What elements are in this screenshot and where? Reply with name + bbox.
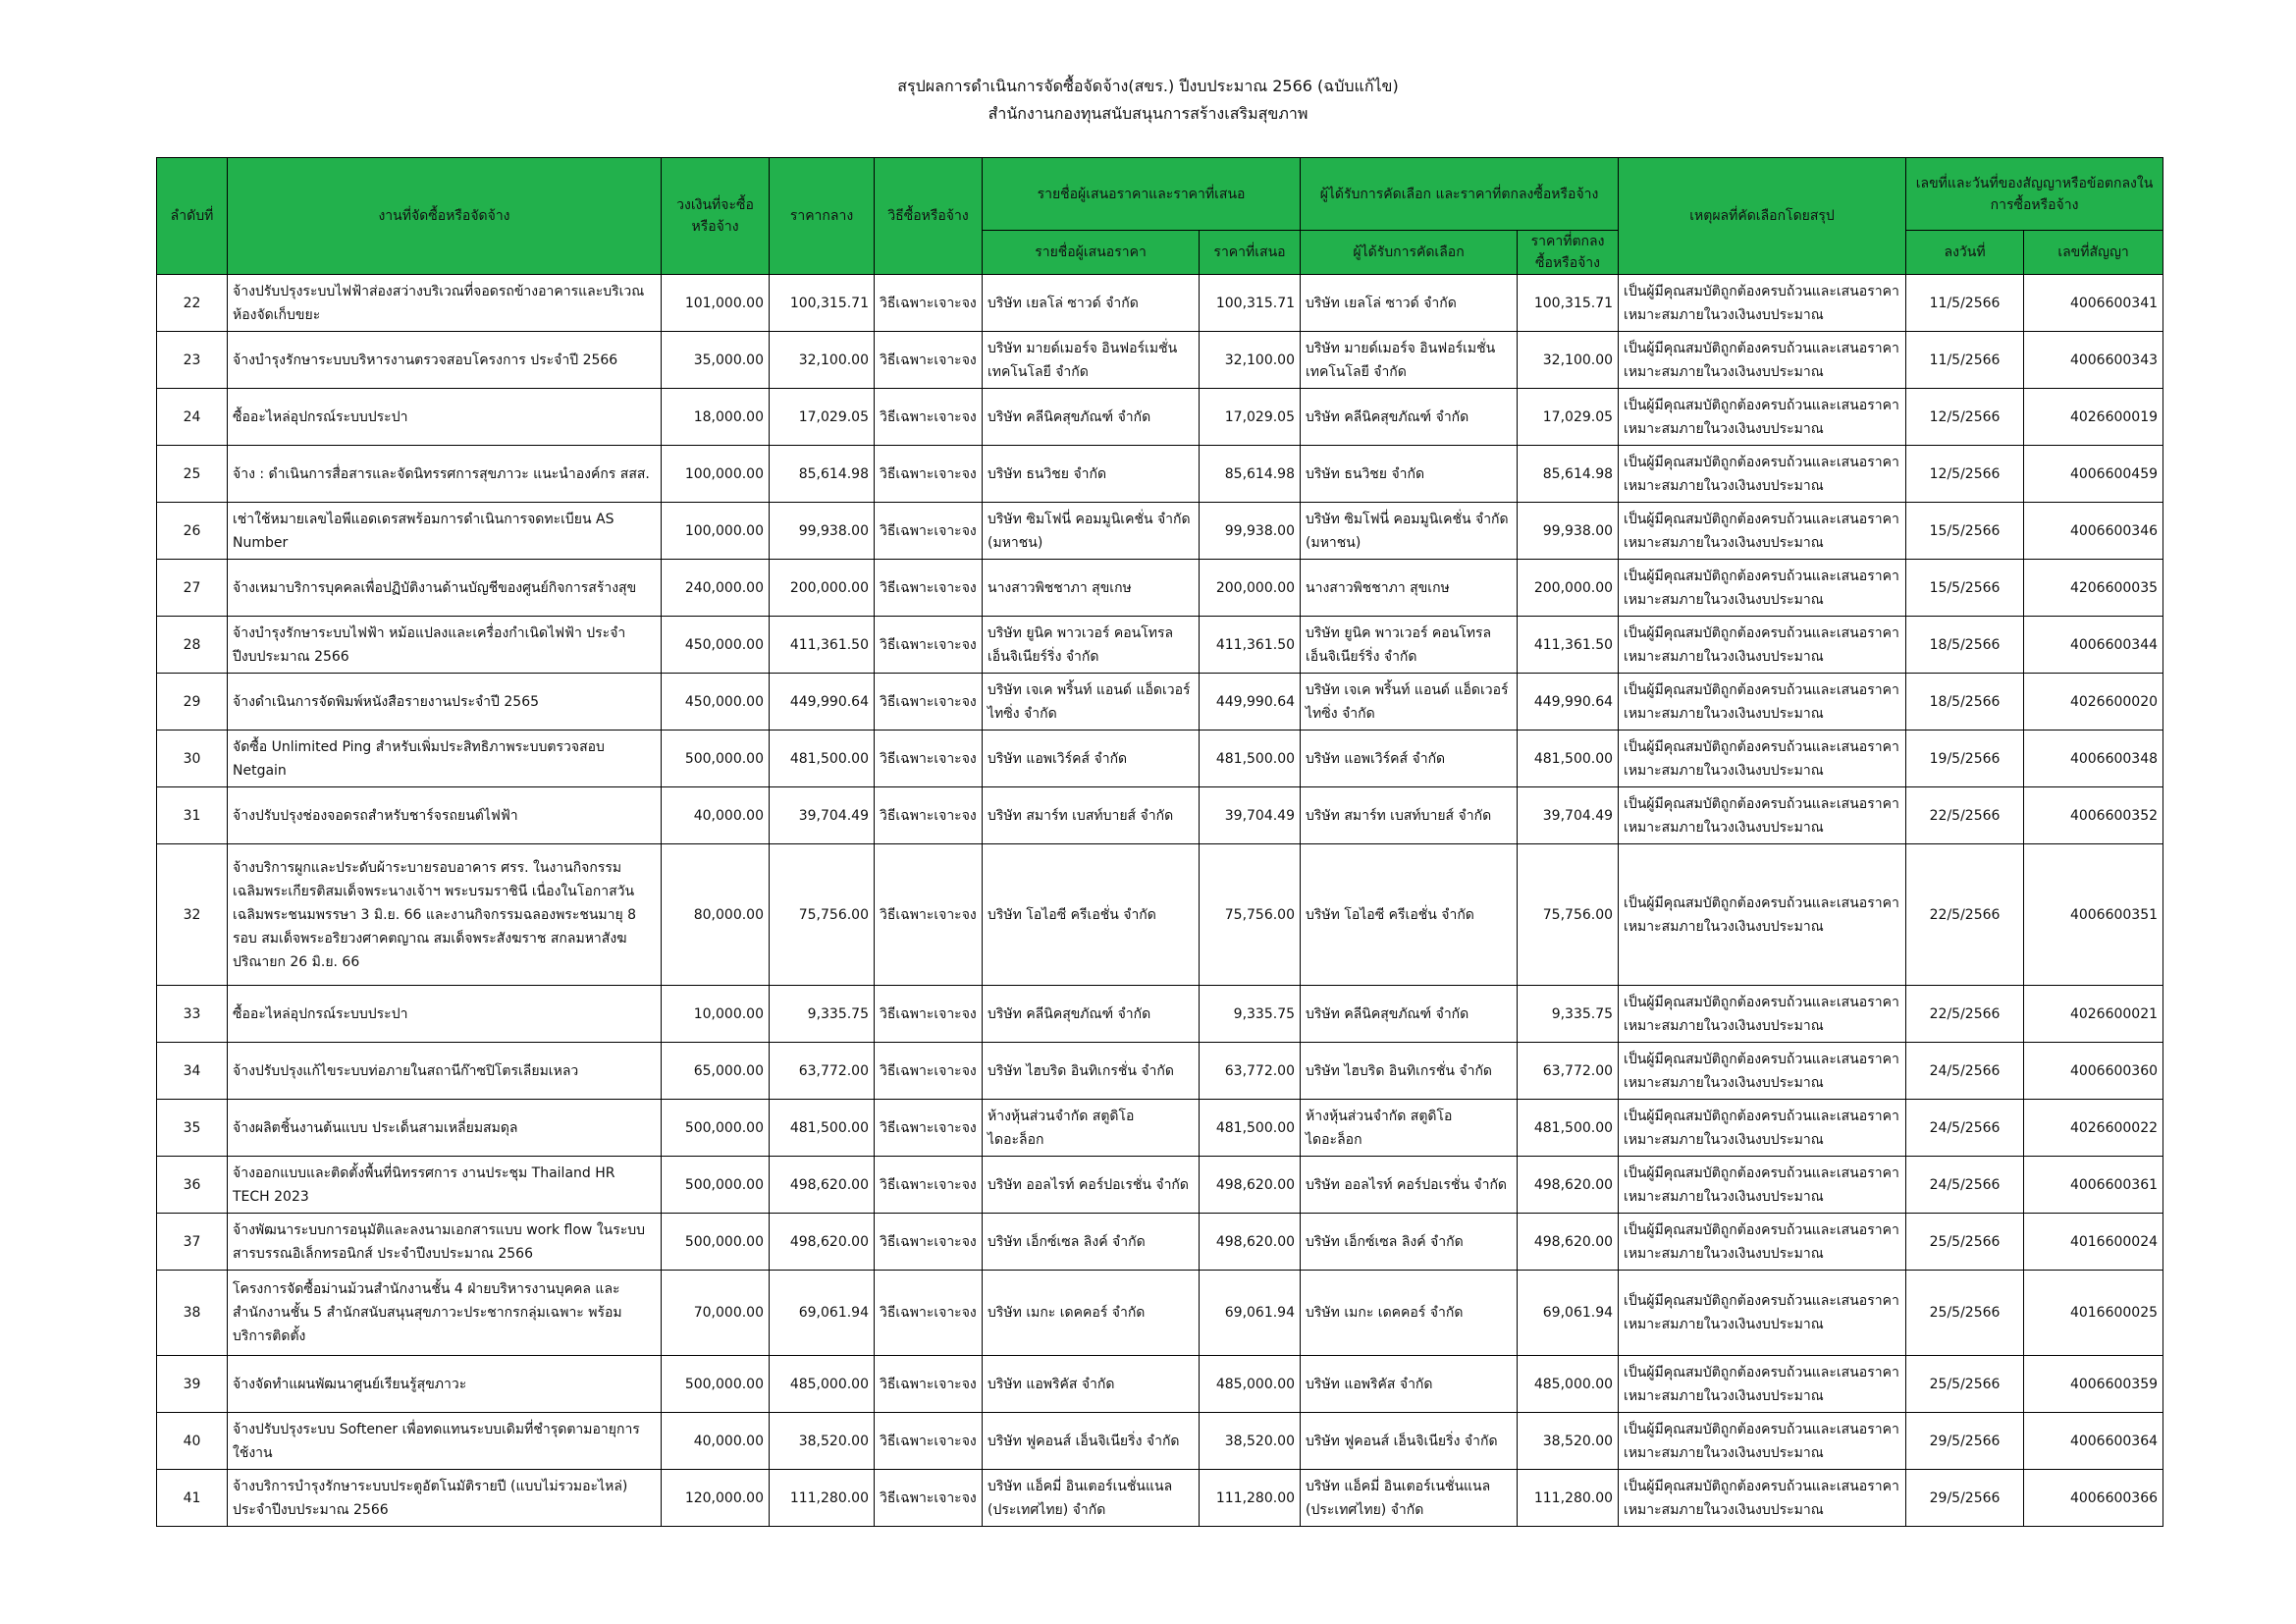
header-winner: ผู้ได้รับการคัดเลือก: [1301, 231, 1518, 275]
cell-bidder: บริษัท แอพเวิร์คส์ จำกัด: [983, 731, 1200, 787]
cell-no: 28: [157, 617, 228, 674]
cell-no: 41: [157, 1470, 228, 1527]
cell-item: จ้างปรับปรุงระบบ Softener เพื่อทดแทนระบบเดิมที่ชำรุดตามอายุการใช้งาน: [228, 1413, 662, 1470]
cell-winner: บริษัท เอ็กซ์เซล ลิงค์ จำกัด: [1301, 1214, 1518, 1271]
cell-agreed-price: 485,000.00: [1518, 1356, 1619, 1413]
header-median-price: ราคากลาง: [770, 158, 875, 275]
cell-no: 36: [157, 1157, 228, 1214]
cell-budget: 40,000.00: [662, 787, 770, 844]
header-bid-price: ราคาที่เสนอ: [1200, 231, 1301, 275]
cell-item: จ้างบริการผูกและประดับผ้าระบายรอบอาคาร ศรร. ในงานกิจกรรมเฉลิมพระเกียรติสมเด็จพระนางเจ้าฯ พระบรมราชินี เนื่องในโอกาสวันเฉลิมพระชนมพรรษา 3 มิ.ย. 66 และงานกิจกรรมฉลองพระชนมายุ 8 รอบ สมเด็จพระอริยวงศาคตญาณ สมเด็จพระสังฆราช สกลมหาสังฆปริณายก 26 มิ.ย. 66: [228, 844, 662, 986]
cell-reason: เป็นผู้มีคุณสมบัติถูกต้องครบถ้วนและเสนอราคาเหมาะสมภายในวงเงินงบประมาณ: [1619, 674, 1906, 731]
cell-bidder: บริษัท ธนวิชย จำกัด: [983, 446, 1200, 503]
cell-contract-no: 4206600035: [2024, 560, 2163, 617]
header-contract-no: เลขที่สัญญา: [2024, 231, 2163, 275]
cell-bidder: บริษัท ซิมโฟนี่ คอมมูนิเคชั่น จำกัด (มหาชน): [983, 503, 1200, 560]
cell-budget: 65,000.00: [662, 1043, 770, 1100]
header-reason: เหตุผลที่คัดเลือกโดยสรุป: [1619, 158, 1906, 275]
cell-budget: 500,000.00: [662, 1356, 770, 1413]
cell-bid-price: 85,614.98: [1200, 446, 1301, 503]
cell-contract-no: 4026600020: [2024, 674, 2163, 731]
table-row: [157, 674, 2163, 731]
cell-date: 11/5/2566: [1906, 332, 2024, 389]
cell-method: วิธีเฉพาะเจาะจง: [875, 731, 983, 787]
cell-median-price: 100,315.71: [770, 275, 875, 332]
table-row: [157, 1214, 2163, 1271]
cell-item: โครงการจัดซื้อม่านม้วนสำนักงานชั้น 4 ฝ่ายบริหารงานบุคคล และสำนักงานชั้น 5 สำนักสนับสนุนสุขภาวะประชากรกลุ่มเฉพาะ พร้อมบริการติดตั้ง: [228, 1271, 662, 1356]
cell-item: จ้างจัดทำแผนพัฒนาศูนย์เรียนรู้สุขภาวะ: [228, 1356, 662, 1413]
cell-reason: เป็นผู้มีคุณสมบัติถูกต้องครบถ้วนและเสนอราคาเหมาะสมภายในวงเงินงบประมาณ: [1619, 332, 1906, 389]
cell-budget: 100,000.00: [662, 503, 770, 560]
cell-item: ซื้ออะไหล่อุปกรณ์ระบบประปา: [228, 389, 662, 446]
cell-contract-no: 4006600343: [2024, 332, 2163, 389]
cell-budget: 500,000.00: [662, 1100, 770, 1157]
cell-reason: เป็นผู้มีคุณสมบัติถูกต้องครบถ้วนและเสนอราคาเหมาะสมภายในวงเงินงบประมาณ: [1619, 1356, 1906, 1413]
cell-winner: บริษัท เยลโล่ ซาวด์ จำกัด: [1301, 275, 1518, 332]
cell-contract-no: 4006600341: [2024, 275, 2163, 332]
cell-median-price: 63,772.00: [770, 1043, 875, 1100]
cell-item: จ้างปรับปรุงช่องจอดรถสำหรับชาร์จรถยนต์ไฟฟ้า: [228, 787, 662, 844]
cell-bidder: บริษัท คลีนิคสุขภัณฑ์ จำกัด: [983, 389, 1200, 446]
cell-bidder: บริษัท ออลไรท์ คอร์ปอเรชั่น จำกัด: [983, 1157, 1200, 1214]
cell-median-price: 111,280.00: [770, 1470, 875, 1527]
cell-date: 24/5/2566: [1906, 1157, 2024, 1214]
cell-median-price: 411,361.50: [770, 617, 875, 674]
cell-bidder: บริษัท โอไอซี ครีเอชั่น จำกัด: [983, 844, 1200, 986]
cell-date: 22/5/2566: [1906, 787, 2024, 844]
cell-budget: 40,000.00: [662, 1413, 770, 1470]
cell-reason: เป็นผู้มีคุณสมบัติถูกต้องครบถ้วนและเสนอราคาเหมาะสมภายในวงเงินงบประมาณ: [1619, 503, 1906, 560]
cell-bid-price: 63,772.00: [1200, 1043, 1301, 1100]
cell-bid-price: 485,000.00: [1200, 1356, 1301, 1413]
header-contract-group: เลขที่และวันที่ของสัญญาหรือข้อตกลงในการซื้อหรือจ้าง: [1906, 158, 2163, 231]
cell-reason: เป็นผู้มีคุณสมบัติถูกต้องครบถ้วนและเสนอราคาเหมาะสมภายในวงเงินงบประมาณ: [1619, 446, 1906, 503]
cell-no: 39: [157, 1356, 228, 1413]
cell-reason: เป็นผู้มีคุณสมบัติถูกต้องครบถ้วนและเสนอราคาเหมาะสมภายในวงเงินงบประมาณ: [1619, 844, 1906, 986]
cell-date: 18/5/2566: [1906, 617, 2024, 674]
document-title: สรุปผลการดำเนินการจัดซื้อจัดจ้าง(สขร.) ปีงบประมาณ 2566 (ฉบับแก้ไข): [897, 77, 1399, 95]
cell-bidder: บริษัท มายด์เมอร์จ อินฟอร์เมชั่น เทคโนโลยี จำกัด: [983, 332, 1200, 389]
cell-contract-no: 4006600344: [2024, 617, 2163, 674]
cell-median-price: 32,100.00: [770, 332, 875, 389]
cell-item: เช่าใช้หมายเลขไอพีแอดเดรสพร้อมการดำเนินการจดทะเบียน AS Number: [228, 503, 662, 560]
table-row: [157, 389, 2163, 446]
cell-item: จ้างพัฒนาระบบการอนุมัติและลงนามเอกสารแบบ work flow ในระบบสารบรรณอิเล็กทรอนิกส์ ประจำปีงบประมาณ 2566: [228, 1214, 662, 1271]
header-agreed-price: ราคาที่ตกลงซื้อหรือจ้าง: [1518, 231, 1619, 275]
table-row: [157, 1043, 2163, 1100]
cell-contract-no: 4016600024: [2024, 1214, 2163, 1271]
cell-median-price: 498,620.00: [770, 1214, 875, 1271]
cell-budget: 500,000.00: [662, 1214, 770, 1271]
cell-method: วิธีเฉพาะเจาะจง: [875, 617, 983, 674]
cell-contract-no: 4006600364: [2024, 1413, 2163, 1470]
cell-winner: บริษัท คลีนิคสุขภัณฑ์ จำกัด: [1301, 986, 1518, 1043]
header-method: วิธีซื้อหรือจ้าง: [875, 158, 983, 275]
cell-reason: เป็นผู้มีคุณสมบัติถูกต้องครบถ้วนและเสนอราคาเหมาะสมภายในวงเงินงบประมาณ: [1619, 389, 1906, 446]
cell-agreed-price: 100,315.71: [1518, 275, 1619, 332]
cell-bidder: บริษัท ยูนิค พาวเวอร์ คอนโทรล เอ็นจิเนียร์ริ่ง จำกัด: [983, 617, 1200, 674]
cell-no: 32: [157, 844, 228, 986]
cell-reason: เป็นผู้มีคุณสมบัติถูกต้องครบถ้วนและเสนอราคาเหมาะสมภายในวงเงินงบประมาณ: [1619, 1214, 1906, 1271]
cell-reason: เป็นผู้มีคุณสมบัติถูกต้องครบถ้วนและเสนอราคาเหมาะสมภายในวงเงินงบประมาณ: [1619, 1470, 1906, 1527]
cell-agreed-price: 9,335.75: [1518, 986, 1619, 1043]
cell-contract-no: 4026600022: [2024, 1100, 2163, 1157]
cell-contract-no: 4006600360: [2024, 1043, 2163, 1100]
header-no: ลำดับที่: [157, 158, 228, 275]
cell-reason: เป็นผู้มีคุณสมบัติถูกต้องครบถ้วนและเสนอราคาเหมาะสมภายในวงเงินงบประมาณ: [1619, 617, 1906, 674]
table-row: [157, 1100, 2163, 1157]
cell-date: 25/5/2566: [1906, 1356, 2024, 1413]
cell-no: 34: [157, 1043, 228, 1100]
cell-date: 22/5/2566: [1906, 844, 2024, 986]
cell-median-price: 99,938.00: [770, 503, 875, 560]
table-row: [157, 1157, 2163, 1214]
cell-bid-price: 17,029.05: [1200, 389, 1301, 446]
table-row: [157, 560, 2163, 617]
cell-no: 33: [157, 986, 228, 1043]
cell-contract-no: 4006600359: [2024, 1356, 2163, 1413]
cell-date: 22/5/2566: [1906, 986, 2024, 1043]
cell-contract-no: 4006600346: [2024, 503, 2163, 560]
cell-method: วิธีเฉพาะเจาะจง: [875, 1214, 983, 1271]
table-row: [157, 503, 2163, 560]
header-bidders-group: รายชื่อผู้เสนอราคาและราคาที่เสนอ: [983, 158, 1301, 231]
table-row: [157, 731, 2163, 787]
cell-no: 29: [157, 674, 228, 731]
cell-method: วิธีเฉพาะเจาะจง: [875, 1043, 983, 1100]
cell-reason: เป็นผู้มีคุณสมบัติถูกต้องครบถ้วนและเสนอราคาเหมาะสมภายในวงเงินงบประมาณ: [1619, 731, 1906, 787]
table-row: [157, 986, 2163, 1043]
cell-no: 30: [157, 731, 228, 787]
header-item: งานที่จัดซื้อหรือจัดจ้าง: [228, 158, 662, 275]
cell-date: 29/5/2566: [1906, 1413, 2024, 1470]
cell-bidder: บริษัท เจเค พริ้นท์ แอนด์ แอ็ดเวอร์ไทซิ่ง จำกัด: [983, 674, 1200, 731]
cell-agreed-price: 38,520.00: [1518, 1413, 1619, 1470]
cell-budget: 35,000.00: [662, 332, 770, 389]
cell-budget: 100,000.00: [662, 446, 770, 503]
cell-median-price: 485,000.00: [770, 1356, 875, 1413]
cell-item: จ้างออกแบบและติดตั้งพื้นที่นิทรรศการ งานประชุม Thailand HR TECH 2023: [228, 1157, 662, 1214]
cell-reason: เป็นผู้มีคุณสมบัติถูกต้องครบถ้วนและเสนอราคาเหมาะสมภายในวงเงินงบประมาณ: [1619, 1413, 1906, 1470]
cell-item: จ้างบริการบำรุงรักษาระบบประตูอัตโนมัติรายปี (แบบไม่รวมอะไหล่) ประจำปีงบประมาณ 2566: [228, 1470, 662, 1527]
cell-winner: บริษัท ฟูคอนส์ เอ็นจิเนียริ่ง จำกัด: [1301, 1413, 1518, 1470]
cell-method: วิธีเฉพาะเจาะจง: [875, 389, 983, 446]
cell-median-price: 69,061.94: [770, 1271, 875, 1356]
cell-budget: 101,000.00: [662, 275, 770, 332]
cell-reason: เป็นผู้มีคุณสมบัติถูกต้องครบถ้วนและเสนอราคาเหมาะสมภายในวงเงินงบประมาณ: [1619, 275, 1906, 332]
cell-item: จ้างดำเนินการจัดพิมพ์หนังสือรายงานประจำปี 2565: [228, 674, 662, 731]
cell-item: จ้างบำรุงรักษาระบบไฟฟ้า หม้อแปลงและเครื่องกำเนิดไฟฟ้า ประจำปีงบประมาณ 2566: [228, 617, 662, 674]
table-row: [157, 1356, 2163, 1413]
cell-bid-price: 411,361.50: [1200, 617, 1301, 674]
cell-winner: บริษัท สมาร์ท เบสท์บายส์ จำกัด: [1301, 787, 1518, 844]
cell-budget: 70,000.00: [662, 1271, 770, 1356]
cell-bid-price: 39,704.49: [1200, 787, 1301, 844]
cell-winner: บริษัท โอไอซี ครีเอชั่น จำกัด: [1301, 844, 1518, 986]
cell-item: จ้างปรับปรุงระบบไฟฟ้าส่องสว่างบริเวณที่จอดรถข้างอาคารและบริเวณห้องจัดเก็บขยะ: [228, 275, 662, 332]
cell-date: 18/5/2566: [1906, 674, 2024, 731]
cell-agreed-price: 481,500.00: [1518, 731, 1619, 787]
cell-bid-price: 200,000.00: [1200, 560, 1301, 617]
cell-winner: บริษัท แอพเวิร์คส์ จำกัด: [1301, 731, 1518, 787]
cell-reason: เป็นผู้มีคุณสมบัติถูกต้องครบถ้วนและเสนอราคาเหมาะสมภายในวงเงินงบประมาณ: [1619, 1157, 1906, 1214]
cell-bidder: บริษัท แอ็คมี่ อินเตอร์เนชั่นแนล (ประเทศไทย) จำกัด: [983, 1470, 1200, 1527]
cell-bid-price: 498,620.00: [1200, 1214, 1301, 1271]
cell-method: วิธีเฉพาะเจาะจง: [875, 1157, 983, 1214]
cell-agreed-price: 498,620.00: [1518, 1157, 1619, 1214]
cell-bid-price: 100,315.71: [1200, 275, 1301, 332]
cell-agreed-price: 39,704.49: [1518, 787, 1619, 844]
cell-method: วิธีเฉพาะเจาะจง: [875, 986, 983, 1043]
cell-method: วิธีเฉพาะเจาะจง: [875, 503, 983, 560]
table-row: [157, 787, 2163, 844]
cell-item: จัดซื้อ Unlimited Ping สำหรับเพิ่มประสิทธิภาพระบบตรวจสอบ Netgain: [228, 731, 662, 787]
cell-agreed-price: 449,990.64: [1518, 674, 1619, 731]
cell-contract-no: 4006600459: [2024, 446, 2163, 503]
cell-median-price: 75,756.00: [770, 844, 875, 986]
cell-method: วิธีเฉพาะเจาะจง: [875, 844, 983, 986]
cell-item: จ้างปรับปรุงแก้ไขระบบท่อภายในสถานีก๊าซปิโตรเลียมเหลว: [228, 1043, 662, 1100]
cell-method: วิธีเฉพาะเจาะจง: [875, 1271, 983, 1356]
cell-method: วิธีเฉพาะเจาะจง: [875, 560, 983, 617]
cell-date: 24/5/2566: [1906, 1100, 2024, 1157]
cell-no: 27: [157, 560, 228, 617]
cell-budget: 120,000.00: [662, 1470, 770, 1527]
table-row: [157, 275, 2163, 332]
cell-reason: เป็นผู้มีคุณสมบัติถูกต้องครบถ้วนและเสนอราคาเหมาะสมภายในวงเงินงบประมาณ: [1619, 1100, 1906, 1157]
cell-method: วิธีเฉพาะเจาะจง: [875, 1356, 983, 1413]
cell-median-price: 481,500.00: [770, 1100, 875, 1157]
header-winner-group: ผู้ได้รับการคัดเลือก และราคาที่ตกลงซื้อหรือจ้าง: [1301, 158, 1619, 231]
cell-no: 40: [157, 1413, 228, 1470]
cell-median-price: 38,520.00: [770, 1413, 875, 1470]
cell-bidder: บริษัท ฟูคอนส์ เอ็นจิเนียริ่ง จำกัด: [983, 1413, 1200, 1470]
cell-reason: เป็นผู้มีคุณสมบัติถูกต้องครบถ้วนและเสนอราคาเหมาะสมภายในวงเงินงบประมาณ: [1619, 1043, 1906, 1100]
cell-agreed-price: 498,620.00: [1518, 1214, 1619, 1271]
cell-winner: นางสาวพิชชาภา สุขเกษ: [1301, 560, 1518, 617]
cell-winner: บริษัท มายด์เมอร์จ อินฟอร์เมชั่น เทคโนโลยี จำกัด: [1301, 332, 1518, 389]
header-date: ลงวันที่: [1906, 231, 2024, 275]
cell-reason: เป็นผู้มีคุณสมบัติถูกต้องครบถ้วนและเสนอราคาเหมาะสมภายในวงเงินงบประมาณ: [1619, 986, 1906, 1043]
cell-contract-no: 4006600348: [2024, 731, 2163, 787]
cell-bid-price: 498,620.00: [1200, 1157, 1301, 1214]
cell-bidder: บริษัท คลีนิคสุขภัณฑ์ จำกัด: [983, 986, 1200, 1043]
cell-median-price: 481,500.00: [770, 731, 875, 787]
cell-item: จ้างผลิตชิ้นงานต้นแบบ ประเด็นสามเหลี่ยมสมดุล: [228, 1100, 662, 1157]
cell-bidder: บริษัท แอพริคัส จำกัด: [983, 1356, 1200, 1413]
cell-date: 24/5/2566: [1906, 1043, 2024, 1100]
procurement-table: [156, 157, 2163, 1527]
cell-method: วิธีเฉพาะเจาะจง: [875, 446, 983, 503]
cell-bid-price: 69,061.94: [1200, 1271, 1301, 1356]
cell-date: 29/5/2566: [1906, 1470, 2024, 1527]
cell-date: 25/5/2566: [1906, 1271, 2024, 1356]
cell-reason: เป็นผู้มีคุณสมบัติถูกต้องครบถ้วนและเสนอราคาเหมาะสมภายในวงเงินงบประมาณ: [1619, 560, 1906, 617]
cell-budget: 18,000.00: [662, 389, 770, 446]
cell-winner: บริษัท ออลไรท์ คอร์ปอเรชั่น จำกัด: [1301, 1157, 1518, 1214]
cell-no: 35: [157, 1100, 228, 1157]
cell-agreed-price: 481,500.00: [1518, 1100, 1619, 1157]
cell-bid-price: 75,756.00: [1200, 844, 1301, 986]
cell-bid-price: 32,100.00: [1200, 332, 1301, 389]
cell-agreed-price: 200,000.00: [1518, 560, 1619, 617]
cell-item: จ้าง : ดำเนินการสื่อสารและจัดนิทรรศการสุขภาวะ แนะนำองค์กร สสส.: [228, 446, 662, 503]
cell-no: 25: [157, 446, 228, 503]
cell-no: 24: [157, 389, 228, 446]
cell-contract-no: 4006600351: [2024, 844, 2163, 986]
cell-date: 15/5/2566: [1906, 560, 2024, 617]
cell-no: 22: [157, 275, 228, 332]
header-bidder: รายชื่อผู้เสนอราคา: [983, 231, 1200, 275]
cell-no: 38: [157, 1271, 228, 1356]
cell-method: วิธีเฉพาะเจาะจง: [875, 1413, 983, 1470]
cell-item: จ้างเหมาบริการบุคคลเพื่อปฏิบัติงานด้านบัญชีของศูนย์กิจการสร้างสุข: [228, 560, 662, 617]
cell-winner: บริษัท ไฮบริด อินทิเกรชั่น จำกัด: [1301, 1043, 1518, 1100]
cell-bid-price: 9,335.75: [1200, 986, 1301, 1043]
cell-budget: 500,000.00: [662, 1157, 770, 1214]
cell-contract-no: 4026600021: [2024, 986, 2163, 1043]
cell-median-price: 17,029.05: [770, 389, 875, 446]
cell-bidder: บริษัท เอ็กซ์เซล ลิงค์ จำกัด: [983, 1214, 1200, 1271]
cell-no: 37: [157, 1214, 228, 1271]
cell-bidder: บริษัท เยลโล่ ซาวด์ จำกัด: [983, 275, 1200, 332]
cell-bidder: บริษัท ไฮบริด อินทิเกรชั่น จำกัด: [983, 1043, 1200, 1100]
cell-agreed-price: 85,614.98: [1518, 446, 1619, 503]
cell-winner: บริษัท ซิมโฟนี่ คอมมูนิเคชั่น จำกัด (มหาชน): [1301, 503, 1518, 560]
cell-winner: บริษัท เจเค พริ้นท์ แอนด์ แอ็ดเวอร์ไทซิ่ง จำกัด: [1301, 674, 1518, 731]
cell-winner: ห้างหุ้นส่วนจำกัด สตูดิโอ ไดอะล็อก: [1301, 1100, 1518, 1157]
cell-agreed-price: 32,100.00: [1518, 332, 1619, 389]
cell-budget: 10,000.00: [662, 986, 770, 1043]
cell-agreed-price: 75,756.00: [1518, 844, 1619, 986]
cell-item: จ้างบำรุงรักษาระบบบริหารงานตรวจสอบโครงการ ประจำปี 2566: [228, 332, 662, 389]
cell-winner: บริษัท เมกะ เดคคอร์ จำกัด: [1301, 1271, 1518, 1356]
cell-median-price: 449,990.64: [770, 674, 875, 731]
cell-winner: บริษัท แอ็คมี่ อินเตอร์เนชั่นแนล (ประเทศไทย) จำกัด: [1301, 1470, 1518, 1527]
header-budget: วงเงินที่จะซื้อหรือจ้าง: [662, 158, 770, 275]
cell-winner: บริษัท ยูนิค พาวเวอร์ คอนโทรล เอ็นจิเนียร์ริ่ง จำกัด: [1301, 617, 1518, 674]
document-subtitle: สำนักงานกองทุนสนับสนุนการสร้างเสริมสุขภาพ: [988, 104, 1308, 123]
cell-contract-no: 4006600361: [2024, 1157, 2163, 1214]
cell-method: วิธีเฉพาะเจาะจง: [875, 674, 983, 731]
cell-bidder: บริษัท สมาร์ท เบสท์บายส์ จำกัด: [983, 787, 1200, 844]
cell-bid-price: 111,280.00: [1200, 1470, 1301, 1527]
cell-budget: 240,000.00: [662, 560, 770, 617]
cell-date: 19/5/2566: [1906, 731, 2024, 787]
cell-date: 15/5/2566: [1906, 503, 2024, 560]
cell-bidder: บริษัท เมกะ เดคคอร์ จำกัด: [983, 1271, 1200, 1356]
cell-agreed-price: 111,280.00: [1518, 1470, 1619, 1527]
cell-median-price: 9,335.75: [770, 986, 875, 1043]
cell-method: วิธีเฉพาะเจาะจง: [875, 275, 983, 332]
table-row: [157, 844, 2163, 986]
cell-contract-no: 4016600025: [2024, 1271, 2163, 1356]
cell-date: 11/5/2566: [1906, 275, 2024, 332]
table-row: [157, 1271, 2163, 1356]
cell-no: 31: [157, 787, 228, 844]
cell-bidder: ห้างหุ้นส่วนจำกัด สตูดิโอ ไดอะล็อก: [983, 1100, 1200, 1157]
cell-bidder: นางสาวพิชชาภา สุขเกษ: [983, 560, 1200, 617]
cell-budget: 450,000.00: [662, 674, 770, 731]
cell-bid-price: 481,500.00: [1200, 731, 1301, 787]
cell-winner: บริษัท ธนวิชย จำกัด: [1301, 446, 1518, 503]
cell-contract-no: 4026600019: [2024, 389, 2163, 446]
cell-budget: 80,000.00: [662, 844, 770, 986]
table-row: [157, 617, 2163, 674]
cell-median-price: 85,614.98: [770, 446, 875, 503]
cell-no: 23: [157, 332, 228, 389]
table-row: [157, 332, 2163, 389]
cell-date: 25/5/2566: [1906, 1214, 2024, 1271]
table-row: [157, 446, 2163, 503]
cell-contract-no: 4006600366: [2024, 1470, 2163, 1527]
cell-no: 26: [157, 503, 228, 560]
cell-date: 12/5/2566: [1906, 389, 2024, 446]
cell-bid-price: 449,990.64: [1200, 674, 1301, 731]
cell-agreed-price: 99,938.00: [1518, 503, 1619, 560]
cell-date: 12/5/2566: [1906, 446, 2024, 503]
cell-method: วิธีเฉพาะเจาะจง: [875, 332, 983, 389]
cell-bid-price: 38,520.00: [1200, 1413, 1301, 1470]
cell-budget: 500,000.00: [662, 731, 770, 787]
cell-agreed-price: 411,361.50: [1518, 617, 1619, 674]
cell-median-price: 39,704.49: [770, 787, 875, 844]
cell-agreed-price: 63,772.00: [1518, 1043, 1619, 1100]
cell-budget: 450,000.00: [662, 617, 770, 674]
cell-agreed-price: 17,029.05: [1518, 389, 1619, 446]
cell-bid-price: 481,500.00: [1200, 1100, 1301, 1157]
cell-bid-price: 99,938.00: [1200, 503, 1301, 560]
cell-method: วิธีเฉพาะเจาะจง: [875, 1100, 983, 1157]
cell-contract-no: 4006600352: [2024, 787, 2163, 844]
cell-reason: เป็นผู้มีคุณสมบัติถูกต้องครบถ้วนและเสนอราคาเหมาะสมภายในวงเงินงบประมาณ: [1619, 787, 1906, 844]
table-row: [157, 1470, 2163, 1527]
table-row: [157, 1413, 2163, 1470]
cell-winner: บริษัท คลีนิคสุขภัณฑ์ จำกัด: [1301, 389, 1518, 446]
cell-reason: เป็นผู้มีคุณสมบัติถูกต้องครบถ้วนและเสนอราคาเหมาะสมภายในวงเงินงบประมาณ: [1619, 1271, 1906, 1356]
cell-median-price: 498,620.00: [770, 1157, 875, 1214]
cell-method: วิธีเฉพาะเจาะจง: [875, 1470, 983, 1527]
cell-method: วิธีเฉพาะเจาะจง: [875, 787, 983, 844]
cell-item: ซื้ออะไหล่อุปกรณ์ระบบประปา: [228, 986, 662, 1043]
cell-winner: บริษัท แอพริคัส จำกัด: [1301, 1356, 1518, 1413]
cell-median-price: 200,000.00: [770, 560, 875, 617]
cell-agreed-price: 69,061.94: [1518, 1271, 1619, 1356]
